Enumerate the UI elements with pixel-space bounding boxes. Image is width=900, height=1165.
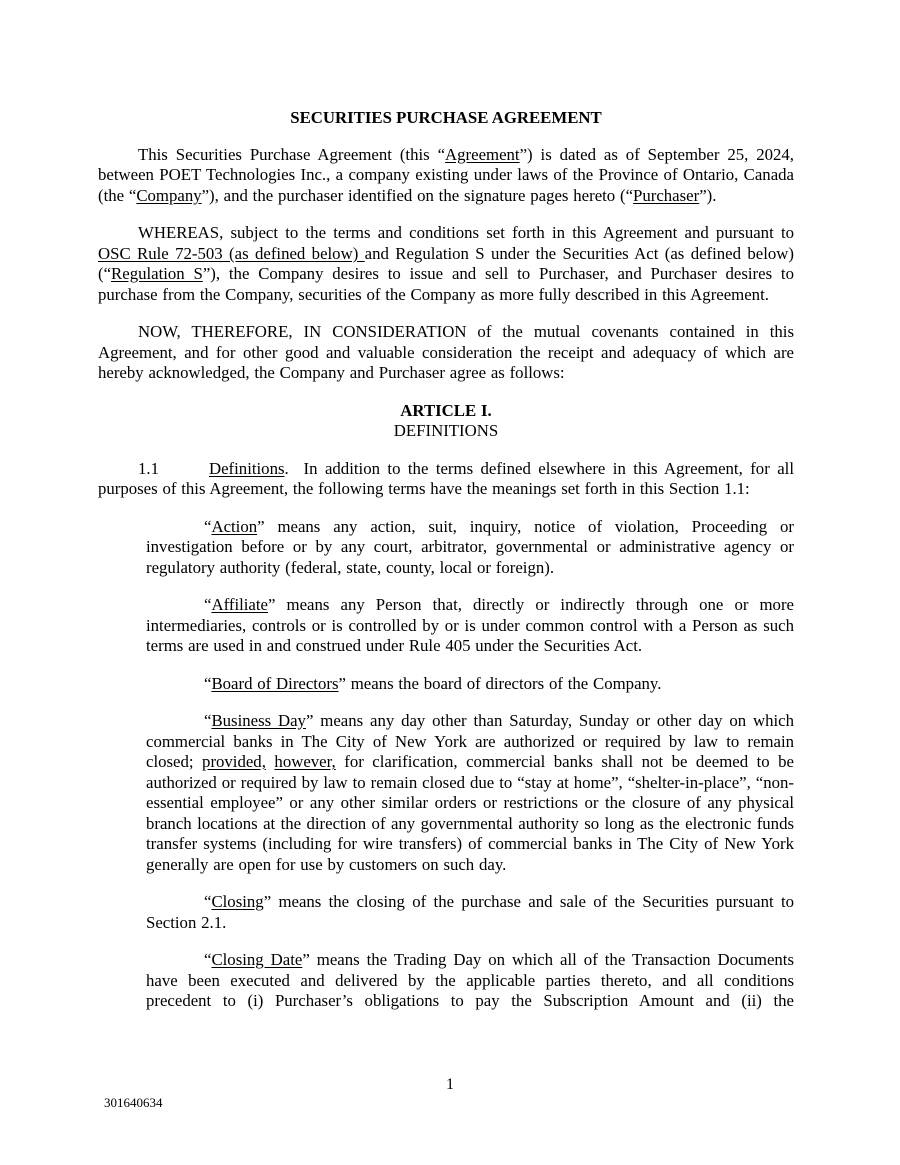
defined-term: Regulation S xyxy=(111,264,203,283)
definition-business-day xyxy=(146,711,794,875)
document-title: SECURITIES PURCHASE AGREEMENT xyxy=(290,108,602,127)
text-run: ”), and the purchaser identified on the signature pages hereto (“ xyxy=(201,185,634,205)
text-run: ARTICLE I. xyxy=(400,400,492,420)
definition-board-of-directors xyxy=(146,674,794,695)
defined-term: Purchaser xyxy=(633,185,700,205)
section-1-1-definitions xyxy=(98,459,794,500)
defined-term: Agreement xyxy=(445,144,520,164)
defined-term: Closing xyxy=(211,892,264,911)
defined-term: Affiliate xyxy=(211,595,268,614)
text-run: “ xyxy=(204,950,212,969)
definition-action xyxy=(146,517,794,579)
defined-term: OSC Rule 72-503 (as defined below) xyxy=(98,243,365,263)
text-run: “ xyxy=(204,711,212,730)
article-subheading xyxy=(98,421,794,442)
defined-term: Action xyxy=(211,516,258,536)
article-heading xyxy=(98,401,794,422)
text-run: “ xyxy=(204,516,212,536)
definition-closing xyxy=(146,892,794,933)
paragraph-intro xyxy=(98,145,794,207)
defined-term: provided, xyxy=(202,752,266,771)
definition-affiliate xyxy=(146,595,794,657)
document-control-number: 301640634 xyxy=(104,1095,163,1110)
text-run: ” means any day other than Saturday, Sunday or other day on which commercial banks in The City of New York are authorized or required by law to remain closed; xyxy=(146,711,794,771)
text-run: DEFINITIONS xyxy=(393,421,499,440)
text-run: ” means any action, suit, inquiry, notice of violation, Proceeding or investigation before or by any court, arbitrator, governmental or administrative agency or regulatory authority (federal, state, county, local or foreign). xyxy=(146,516,794,577)
text-run: “ xyxy=(204,595,212,614)
text-run: ” means the Trading Day on which all of the Transaction Documents have been executed and delivered by the applicable parties thereto, and all conditions precedent to (i) Purchaser’s obligations to pay the Subscription Amount and (ii) the xyxy=(146,950,794,1010)
text-run: for clarification, commercial banks shall not be deemed to be authorized or required by law to remain closed due to “stay at home”, “shelter-in-place”, “non-essential employee” or any other similar orders or restrictions or the closure of any physical branch locations at the direction of any governmental authority so long as the electronic funds transfer systems (including for wire transfers) of commercial banks in The City of New York generally are open for use by customers on such day. xyxy=(146,752,794,874)
text-run: WHEREAS, subject to the terms and conditions set forth in this Agreement and pursuant to xyxy=(138,223,794,242)
defined-term: Definitions xyxy=(208,458,285,478)
document-content xyxy=(98,108,794,1029)
text-run: ”) is dated as of September 25, 2024, between POET Technologies Inc., a company existing under laws of the Province of Ontario, Canada (the “ xyxy=(98,144,795,205)
text-run: This Securities Purchase Agreement (this “ xyxy=(138,144,446,164)
text-run: and Regulation S under the Securities Act (as defined below) (“ xyxy=(98,243,794,283)
paragraph-now-therefore xyxy=(98,322,794,384)
page-number: 1 xyxy=(446,1076,454,1093)
defined-term: Company xyxy=(136,185,202,205)
text-run: “ xyxy=(204,673,212,693)
text-run: ” means the board of directors of the Company. xyxy=(338,673,662,693)
text-run: . In addition to the terms defined elsewhere in this Agreement, for all purposes of this Agreement, the following terms have the meanings set forth in this Section 1.1: xyxy=(98,458,794,498)
text-run: ”). xyxy=(699,185,717,205)
paragraph-whereas xyxy=(98,223,794,305)
text-run: ” means the closing of the purchase and sale of the Securities pursuant to Section 2.1. xyxy=(146,892,794,932)
text-run: ”), the Company desires to issue and sell to Purchaser, and Purchaser desires to purchase from the Company, securities of the Company as more fully described in this Agreement. xyxy=(98,264,794,304)
defined-term: Closing Date xyxy=(211,950,303,969)
defined-term: Business Day xyxy=(211,711,306,730)
defined-term: Board of Directors xyxy=(211,673,339,693)
text-run: ” means any Person that, directly or indirectly through one or more intermediaries, controls or is controlled by or is under common control with a Person as such terms are used in and construed under Rule 405 under the Securities Act. xyxy=(146,595,794,655)
document-body xyxy=(98,145,794,1012)
defined-term: however, xyxy=(274,752,336,771)
definition-closing-date xyxy=(146,950,794,1012)
text-run: 1.1 xyxy=(138,458,159,478)
text-run: NOW, THEREFORE, IN CONSIDERATION of the mutual covenants contained in this Agreement, and for other good and valuable consideration the receipt and adequacy of which are hereby acknowledged, the Company and Purchaser agree as follows: xyxy=(98,322,794,382)
text-run: “ xyxy=(204,892,212,911)
